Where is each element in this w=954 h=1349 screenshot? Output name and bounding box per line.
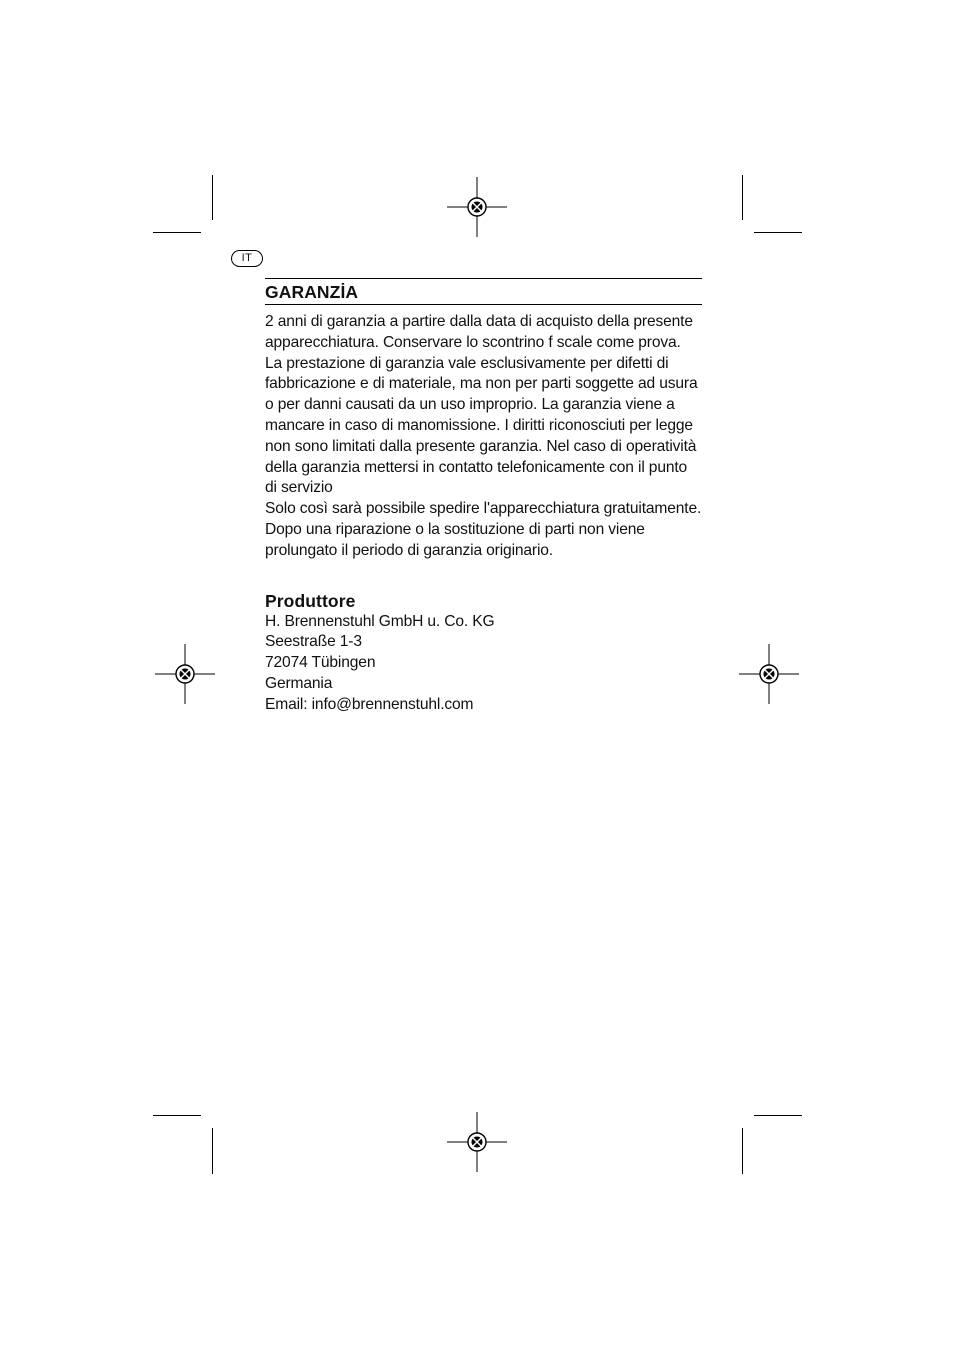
warranty-line: La prestazione di garanzia vale esclusivamente per difetti di	[265, 354, 669, 372]
warranty-line: mancare in caso di manomissione. I diritti riconosciuti per legge	[265, 416, 693, 434]
title-rule-bottom	[265, 304, 702, 305]
warranty-line: prolungato il periodo di garanzia originario.	[265, 541, 553, 559]
warranty-line: fabbricazione e di materiale, ma non per parti soggette ad usura	[265, 375, 698, 393]
manufacturer-email: Email: info@brennenstuhl.com	[265, 695, 474, 713]
crop-mark	[212, 1128, 213, 1174]
registration-mark-icon	[155, 644, 215, 704]
crop-mark	[742, 1128, 743, 1174]
registration-mark-icon	[739, 644, 799, 704]
crop-mark	[754, 1115, 802, 1116]
crop-mark	[153, 232, 201, 233]
manufacturer-section	[265, 590, 705, 716]
crop-mark	[742, 175, 743, 220]
registration-mark-icon	[447, 177, 507, 237]
title-rule-top	[265, 278, 702, 279]
manufacturer-company: H. Brennenstuhl GmbH u. Co. KG	[265, 612, 495, 630]
manufacturer-country: Germania	[265, 674, 333, 692]
registration-mark-icon	[447, 1112, 507, 1172]
warranty-line: o per danni causati da un uso improprio. La garanzia viene a	[265, 396, 675, 414]
manufacturer-street: Seestraße 1-3	[265, 633, 362, 651]
warranty-line: Dopo una riparazione o la sostituzione di parti non viene	[265, 520, 645, 538]
manufacturer-address	[265, 612, 705, 716]
warranty-line: 2 anni di garanzia a partire dalla data di acquisto della presente	[265, 313, 693, 330]
content-column	[265, 278, 705, 716]
crop-mark	[212, 175, 213, 220]
manufacturer-title: Produttore	[265, 590, 356, 611]
manufacturer-city: 72074 Tübingen	[265, 654, 376, 672]
warranty-title: GARANZİA	[265, 282, 359, 302]
crop-mark	[754, 232, 802, 233]
warranty-line: della garanzia mettersi in contatto telefonicamente con il punto	[265, 458, 688, 476]
warranty-line: Solo così sarà possibile spedire l'apparecchiatura gratuitamente.	[265, 500, 702, 518]
crop-mark	[153, 1115, 201, 1116]
warranty-line: non sono limitati dalla presente garanzia. Nel caso di operatività	[265, 437, 697, 455]
warranty-line: apparecchiatura. Conservare lo scontrino f scale come prova.	[265, 333, 681, 351]
language-badge: IT	[231, 250, 263, 267]
warranty-line: di servizio	[265, 479, 333, 497]
warranty-text	[265, 312, 705, 562]
